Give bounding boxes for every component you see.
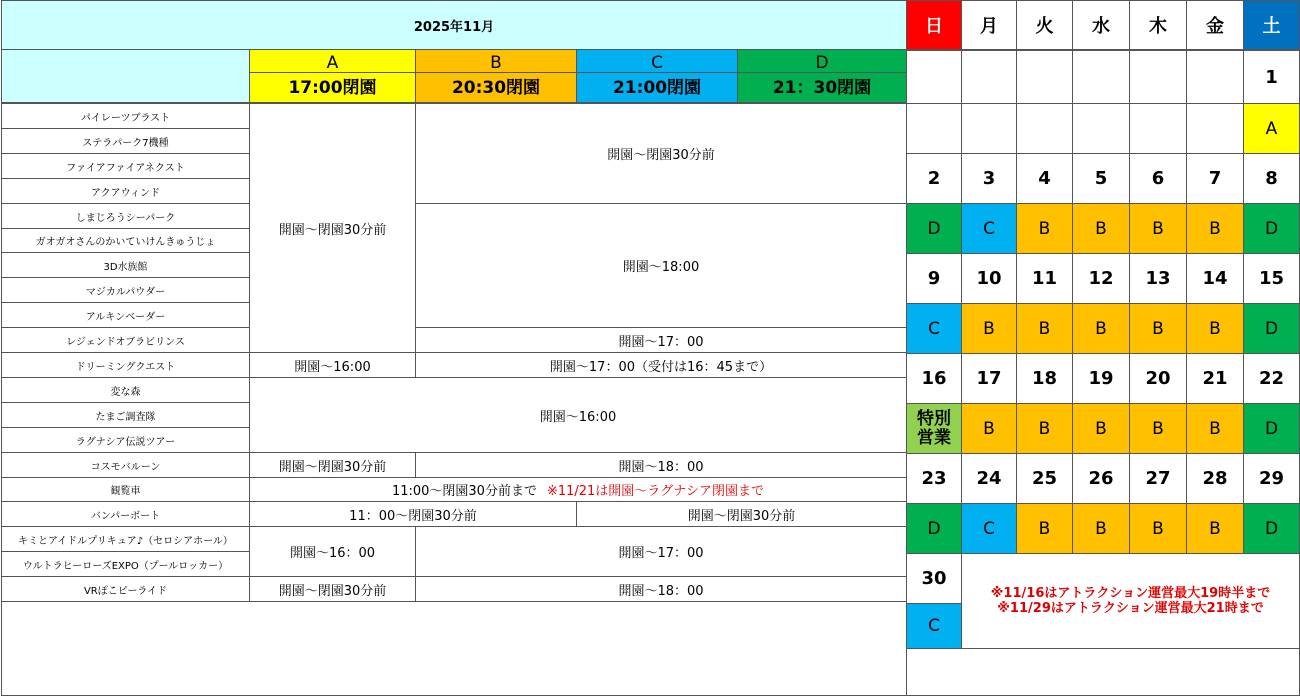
- weekday-3: 水: [1072, 0, 1130, 50]
- group-header-b: [415, 49, 577, 103]
- calendar-day[interactable]: 8: [1243, 153, 1300, 204]
- calendar-code[interactable]: B: [1129, 403, 1187, 454]
- calendar-day[interactable]: 20: [1129, 353, 1187, 404]
- weekday-1: 月: [961, 0, 1017, 50]
- hours-cell: 開園～18：00: [415, 452, 907, 478]
- calendar-day[interactable]: 4: [1016, 153, 1073, 204]
- calendar-day[interactable]: [961, 50, 1017, 104]
- calendar-code[interactable]: A: [1243, 103, 1300, 154]
- attraction-name: しまじろうシーパーク: [1, 203, 250, 229]
- calendar-day[interactable]: [1016, 50, 1073, 104]
- calendar-code[interactable]: [1072, 103, 1130, 154]
- hours-text: 11:00～閉園30分前まで: [391, 484, 537, 499]
- hours-cell: 開園～16:00: [249, 352, 416, 378]
- weekday-6: 土: [1243, 0, 1300, 50]
- attraction-name: ステラパーク7機種: [1, 128, 250, 154]
- attraction-name: ウルトラヒーローズEXPO（プールロッカー）: [1, 551, 250, 577]
- group-header-d: [737, 49, 907, 103]
- hours-cell: 開園～17：00: [415, 526, 907, 577]
- calendar-day[interactable]: 12: [1072, 253, 1130, 304]
- hours-note: ※11/21は開園～ラグナシア閉園まで: [546, 484, 765, 499]
- group-close-time: 20:30閉園: [416, 72, 576, 98]
- hours-cell: 開園～18:00: [415, 203, 907, 328]
- hours-cell: 開園～閉園30分前: [249, 452, 416, 478]
- attraction-name: コスモバルーン: [1, 452, 250, 478]
- attraction-name: たまご調査隊: [1, 402, 250, 428]
- hours-cell: 開園～17：00: [415, 327, 907, 353]
- calendar-day[interactable]: [1129, 50, 1187, 104]
- calendar-day[interactable]: 2: [906, 153, 962, 204]
- weekday-5: 金: [1186, 0, 1244, 50]
- attraction-name: キミとアイドルプリキュア♪（セロシアホール）: [1, 526, 250, 552]
- calendar-code[interactable]: B: [961, 403, 1017, 454]
- group-letter: D: [815, 53, 829, 73]
- calendar-code[interactable]: B: [1072, 303, 1130, 354]
- attraction-name: アルキンベーダー: [1, 302, 250, 328]
- weekday-2: 火: [1016, 0, 1073, 50]
- calendar-code[interactable]: B: [1186, 403, 1244, 454]
- calendar-code[interactable]: [961, 103, 1017, 154]
- attraction-name: バンパーボート: [1, 501, 250, 527]
- calendar-day[interactable]: 25: [1016, 453, 1073, 504]
- hours-cell: 11：00～閉園30分前: [249, 501, 577, 527]
- calendar-code[interactable]: B: [1186, 303, 1244, 354]
- calendar-code[interactable]: [1129, 103, 1187, 154]
- attraction-name: マジカルパウダー: [1, 277, 250, 303]
- hours-cell: 開園～17：00（受付は16：45まで）: [415, 352, 907, 378]
- attraction-name: ファイアファイアネクスト: [1, 153, 250, 179]
- hours-cell: 開園～閉園30分前: [249, 576, 416, 602]
- group-header-a: [249, 49, 416, 103]
- group-letter: C: [651, 53, 663, 73]
- calendar-day[interactable]: 22: [1243, 353, 1300, 404]
- calendar-day[interactable]: 29: [1243, 453, 1300, 504]
- attraction-name: ドリーミングクエスト: [1, 352, 250, 378]
- calendar-code[interactable]: B: [1129, 203, 1187, 254]
- calendar-code[interactable]: [1186, 103, 1244, 154]
- calendar-code[interactable]: B: [1129, 303, 1187, 354]
- calendar-day[interactable]: [1186, 50, 1244, 104]
- attraction-name: アクアウィンド: [1, 178, 250, 204]
- calendar-code[interactable]: B: [1129, 503, 1187, 554]
- calendar-day[interactable]: 17: [961, 353, 1017, 404]
- calendar-code[interactable]: B: [1016, 203, 1073, 254]
- calendar-day[interactable]: 6: [1129, 153, 1187, 204]
- attraction-name: 3D水族館: [1, 252, 250, 278]
- calendar-code[interactable]: B: [1072, 403, 1130, 454]
- calendar-day[interactable]: 28: [1186, 453, 1244, 504]
- group-letter: A: [326, 53, 339, 73]
- group-letter: B: [490, 53, 502, 73]
- attraction-name: VRぽこピーライド: [1, 576, 250, 602]
- hours-cell: 開園～閉園30分前: [249, 103, 416, 353]
- calendar-note: ※11/16はアトラクション運営最大19時半まで: [990, 586, 1271, 601]
- calendar-day[interactable]: 14: [1186, 253, 1244, 304]
- calendar-code[interactable]: 特別営業: [906, 403, 962, 454]
- group-close-time: 17:00閉園: [250, 72, 415, 98]
- attraction-name: 変な森: [1, 377, 250, 403]
- calendar-day[interactable]: 13: [1129, 253, 1187, 304]
- calendar-day[interactable]: 7: [1186, 153, 1244, 204]
- calendar-code[interactable]: B: [1186, 503, 1244, 554]
- calendar-code[interactable]: B: [1016, 403, 1073, 454]
- calendar-code[interactable]: B: [1072, 203, 1130, 254]
- calendar-code[interactable]: C: [961, 203, 1017, 254]
- calendar-code[interactable]: [1016, 103, 1073, 154]
- hours-cell: 開園～16：00: [249, 526, 416, 577]
- calendar-code[interactable]: B: [1016, 503, 1073, 554]
- attraction-name: 観覧車: [1, 477, 250, 502]
- attraction-name: ラグナシア伝説ツアー: [1, 427, 250, 453]
- attraction-name: ガオガオさんのかいていけんきゅうじょ: [1, 228, 250, 253]
- calendar-day[interactable]: [1072, 50, 1130, 104]
- blank-footer: [1, 601, 907, 696]
- calendar-notes: [961, 553, 1300, 649]
- calendar-code[interactable]: D: [1243, 203, 1300, 254]
- attraction-name: パイレーツブラスト: [1, 103, 250, 129]
- calendar-code[interactable]: C: [961, 503, 1017, 554]
- calendar-code[interactable]: D: [906, 503, 962, 554]
- calendar-code[interactable]: [906, 103, 962, 154]
- calendar-code[interactable]: D: [1243, 303, 1300, 354]
- group-header-blank: [1, 49, 250, 103]
- hours-cell: [249, 477, 907, 502]
- calendar-code[interactable]: B: [1016, 303, 1073, 354]
- calendar-code[interactable]: B: [1186, 203, 1244, 254]
- calendar-day[interactable]: 24: [961, 453, 1017, 504]
- calendar-day[interactable]: 3: [961, 153, 1017, 204]
- calendar-code[interactable]: D: [1243, 503, 1300, 554]
- calendar-day[interactable]: 26: [1072, 453, 1130, 504]
- weekday-4: 木: [1129, 0, 1187, 50]
- calendar-day[interactable]: 27: [1129, 453, 1187, 504]
- hours-cell: 開園～閉園30分前: [415, 103, 907, 204]
- calendar-code[interactable]: C: [906, 603, 962, 649]
- calendar-day[interactable]: 18: [1016, 353, 1073, 404]
- calendar-code[interactable]: D: [1243, 403, 1300, 454]
- calendar-code[interactable]: B: [961, 303, 1017, 354]
- calendar-code[interactable]: B: [1072, 503, 1130, 554]
- attraction-name: レジェンドオブラビリンス: [1, 327, 250, 353]
- calendar-day[interactable]: 23: [906, 453, 962, 504]
- calendar-day[interactable]: 9: [906, 253, 962, 304]
- group-close-time: 21:00閉園: [577, 72, 737, 98]
- calendar-day[interactable]: 21: [1186, 353, 1244, 404]
- calendar-day[interactable]: 11: [1016, 253, 1073, 304]
- calendar-code[interactable]: D: [906, 203, 962, 254]
- calendar-day[interactable]: [906, 50, 962, 104]
- calendar-day[interactable]: 19: [1072, 353, 1130, 404]
- calendar-day[interactable]: 1: [1243, 50, 1300, 104]
- calendar-footer: [906, 648, 1300, 696]
- hours-cell: 開園～18：00: [415, 576, 907, 602]
- calendar-day[interactable]: 5: [1072, 153, 1130, 204]
- calendar-day[interactable]: 16: [906, 353, 962, 404]
- group-header-c: [576, 49, 738, 103]
- calendar-note: ※11/29はアトラクション運営最大21時まで: [997, 601, 1264, 616]
- group-close-time: 21：30閉園: [738, 72, 906, 98]
- month-title: 2025年11月: [1, 0, 907, 50]
- hours-cell: 開園～閉園30分前: [576, 501, 907, 527]
- hours-cell: 開園～16:00: [249, 377, 907, 453]
- calendar-day[interactable]: 15: [1243, 253, 1300, 304]
- calendar-code[interactable]: C: [906, 303, 962, 354]
- calendar-day[interactable]: 30: [906, 553, 962, 604]
- weekday-0: 日: [906, 0, 962, 50]
- calendar-day[interactable]: 10: [961, 253, 1017, 304]
